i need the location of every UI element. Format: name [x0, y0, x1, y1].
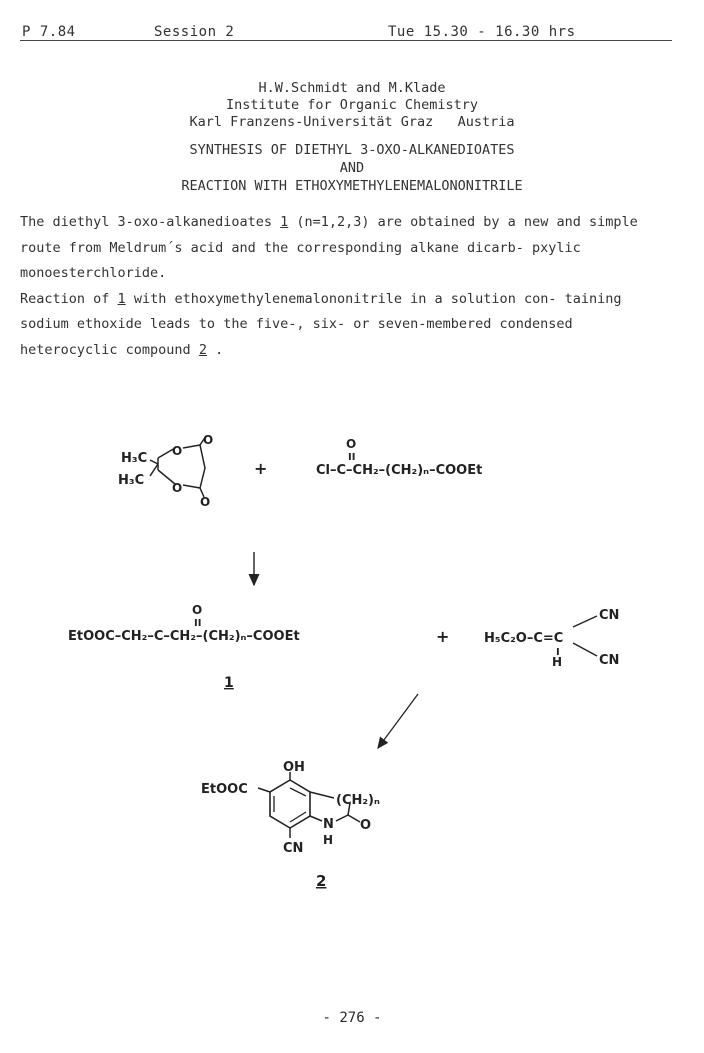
compound-1-double-bond: II [194, 618, 202, 629]
compound-1-label: 1 [224, 675, 234, 691]
compound-1-oxygen: O [192, 603, 203, 617]
reaction-arrow-diagonal [378, 694, 418, 748]
university: Karl Franzens-Universität Graz Austria [189, 114, 515, 130]
acid-chloride-structure [316, 437, 482, 478]
compound-2-chain: (CH₂)ₙ [336, 793, 380, 808]
carbonyl-oxygen-1: O [203, 433, 214, 447]
acid-chloride-formula: Cl–C–CH₂–(CH₂)ₙ–COOEt [316, 463, 483, 478]
compound-ref-1b: 1 [117, 290, 126, 307]
reaction-scheme [0, 400, 704, 900]
plus-sign-1: + [254, 459, 268, 478]
emmn-formula: H₅C₂O–C=C [484, 631, 564, 646]
compound-2-ester: EtOOC [201, 782, 248, 797]
ring-oxygen-2: O [172, 481, 183, 495]
emmn-cn-bottom: CN [599, 653, 620, 668]
institute: Institute for Organic Chemistry [226, 97, 478, 113]
session-label: Session 2 [154, 24, 235, 40]
paper-code: P 7.84 [22, 24, 76, 40]
compound-2-nitrile: CN [283, 841, 304, 856]
compound-2-label: 2 [316, 872, 327, 890]
session-time: Tue 15.30 - 16.30 hrs [388, 24, 576, 40]
acid-chloride-oxygen: O [346, 437, 357, 451]
acid-chloride-double-bond: II [348, 452, 356, 463]
compound-2-hydrogen: H [323, 833, 334, 847]
title-line-2: AND [339, 160, 365, 176]
abstract-paragraph-1: The diethyl 3-oxo-alkanedioates 1 (n=1,2,3) are obtained by a new and simple route from Meldrum´s acid and the corresponding alkane dicarb- pxylic monoesterchloride. [20, 214, 638, 281]
methyl-label-2: H₃C [118, 473, 145, 488]
abstract [20, 210, 660, 363]
compound-2-structure [201, 760, 380, 890]
authors: H.W.Schmidt and M.Klade [258, 80, 446, 96]
meldrums-acid-structure [118, 433, 213, 509]
plus-sign-2: + [436, 627, 450, 646]
emmn-hydrogen: H [552, 655, 563, 669]
compound-2-oxygen: O [360, 818, 372, 833]
title-line-1: SYNTHESIS OF DIETHYL 3-OXO-ALKANEDIOATES [189, 142, 515, 158]
compound-ref-2: 2 [198, 341, 207, 358]
emmn-h-bond: I [556, 647, 560, 658]
methyl-label-1: H₃C [121, 451, 148, 466]
title-line-3: REACTION WITH ETHOXYMETHYLENEMALONONITRILE [181, 178, 523, 194]
emmn-structure [484, 608, 619, 669]
compound-2-nitrogen: N [323, 817, 334, 832]
carbonyl-oxygen-2: O [200, 495, 211, 509]
emmn-cn-top: CN [599, 608, 620, 623]
compound-1-formula: EtOOC–CH₂–C–CH₂–(CH₂)ₙ–COOEt [68, 629, 300, 644]
ring-oxygen-1: O [172, 444, 183, 458]
page-number: - 276 - [322, 1010, 382, 1026]
compound-ref-1: 1 [280, 214, 289, 230]
abstract-paragraph-2: Reaction of 1 with ethoxymethylenemalononitrile in a solution con- taining sodium ethoxide leads to the five-, six- or seven-membered condensed heterocyclic compound 2 . [20, 290, 622, 358]
compound-2-hydroxyl: OH [283, 760, 305, 775]
compound-1-structure [68, 603, 300, 691]
header-rule [20, 40, 672, 41]
